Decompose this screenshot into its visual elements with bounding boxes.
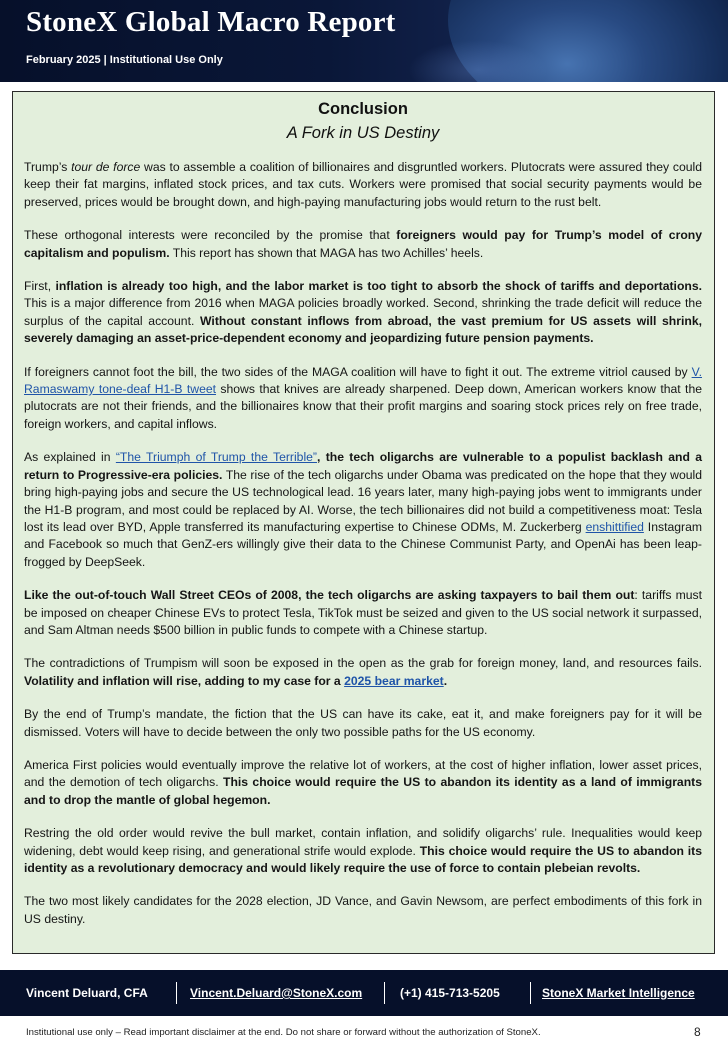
author-name: Vincent Deluard, CFA — [26, 986, 148, 1000]
text: The two most likely candidates for the 2028 election, JD Vance, and Gavin Newsom, are perfect embodiments of this fork in US destiny. — [24, 894, 702, 926]
text: Instagram and Facebook so much that GenZ-ers willingly give their data to the Chinese Communist Party, and OpenAi has been leap-frogged by DeepSeek. — [24, 519, 702, 569]
page-number: 8 — [694, 1025, 701, 1039]
paragraph-3 — [24, 278, 702, 348]
text-bold: , the tech oligarchs are vulnerable to a populist backlash and a return to Progressive-era policies. — [24, 450, 702, 482]
text: Trump’s — [24, 160, 72, 174]
text-bold: Volatility and inflation will rise, adding to my case for a — [24, 673, 345, 688]
paragraph-8 — [24, 706, 702, 741]
paragraph-7 — [24, 655, 702, 690]
text: shows that knives are already sharpened. Deep down, American workers know that the plutocrats are not their friends, and the billionaires know that their profit margins and soaring stock prices rely on free trade, foreign workers, and capital inflows. — [24, 382, 702, 431]
ramaswamy-tweet-link[interactable]: V. Ramaswamy tone-deaf H1-B tweet — [24, 364, 702, 397]
text: This is a major difference from 2016 when MAGA policies broadly worked. Second, shrinking the trade deficit will reduce the surplus of the capital account. — [24, 296, 702, 328]
text-bold: . — [443, 673, 448, 688]
text-bold: Without constant inflows from abroad, the vast premium for US assets will shrink, severely damaging an asset-price-dependent economy and jeopardizing future pension payments. — [24, 313, 702, 346]
text: America First policies would eventually improve the relative lot of workers, at the cost of higher inflation, lower asset prices, and the demotion of tech oligarchs. — [24, 757, 702, 790]
text: was to assemble a coalition of billionaires and disgruntled workers. Plutocrats were assured they could keep their fat margins, inflated stock prices, and tax cuts. Workers were promised that social security payments would be preserved, prices would be brought down, and high-paying manufacturing jobs would return to the rust belt. — [24, 160, 702, 209]
enshittified-link[interactable]: enshittified — [585, 519, 644, 534]
section-subheading: A Fork in US Destiny — [286, 124, 440, 142]
market-intelligence-link[interactable]: StoneX Market Intelligence — [542, 986, 695, 1000]
text: First, — [24, 279, 56, 294]
text-bold: This choice would require the US to abandon its identity as a revolutionary democracy and would likely require the use of force to contain plebeian revolts. — [24, 843, 702, 875]
text-bold: foreigners would pay for Trump’s model of crony capitalism and populism. — [24, 228, 702, 260]
conclusion-box — [12, 91, 715, 954]
report-title: StoneX Global Macro Report — [26, 6, 396, 38]
author-email-link[interactable]: Vincent.Deluard@StoneX.com — [190, 986, 363, 1000]
text: : tariffs must be imposed on cheaper Chinese EVs to protect Tesla, TikTok must be seized and given to the US social network it surpassed, and Sam Altman needs $500 billion in public funds to compete with a Chinese startup. — [24, 588, 703, 637]
report-header — [0, 0, 728, 82]
paragraph-1 — [24, 159, 702, 211]
text-bold: inflation is already too high, and the labor market is too tight to absorb the shock of tariffs and deportations. — [55, 279, 703, 294]
divider — [176, 982, 177, 1004]
text: The rise of the tech oligarchs under Obama was predicated on the hope that they would bring high-paying jobs and secure the US technological lead. 16 years later, many high-paying jobs went to immigrants under the H1-B program, and most could be replaced by AI. Worse, the tech billionaires did not build a competitiveness moat: Tesla lost its lead over BYD, Apple transferred its manufacturing expertise to Chinese ODMs, M. Zuckerberg — [24, 467, 702, 534]
text-italic: tour de force — [71, 160, 141, 174]
contact-footer — [0, 970, 728, 1016]
paragraph-5 — [24, 449, 702, 571]
paragraph-2 — [24, 227, 702, 262]
text: As explained in — [24, 450, 116, 465]
author-phone: (+1) 415-713-5205 — [400, 986, 500, 1000]
paragraph-11 — [24, 893, 702, 928]
bear-market-link[interactable]: 2025 bear market — [344, 673, 444, 688]
text-bold — [24, 674, 447, 688]
section-heading: Conclusion — [318, 100, 408, 118]
triumph-of-trump-link[interactable]: “The Triumph of Trump the Terrible” — [115, 450, 317, 465]
text: By the end of Trump’s mandate, the fiction that the US can have its cake, eat it, and make foreigners pay for it will be dismissed. Voters will have to decide between the only two possible paths for the US economy. — [24, 707, 702, 739]
text-bold: This choice would require the US to abandon its identity as a land of immigrants and to drop the mantle of global hegemon. — [24, 775, 702, 807]
text: These orthogonal interests were reconciled by the promise that — [24, 228, 397, 243]
text: The contradictions of Trumpism will soon be exposed in the open as the grab for foreign money, land, and resources fails. — [24, 656, 702, 671]
text: This report has shown that MAGA has two Achilles’ heels. — [169, 245, 484, 260]
text: Restring the old order would revive the bull market, contain inflation, and solidify oligarchs’ rule. Inequalities would keep widening, debt would keep rising, and generational strife would explode. — [24, 826, 702, 858]
text-bold: Like the out-of-touch Wall Street CEOs of 2008, the tech oligarchs are asking taxpayers to bail them out — [24, 588, 635, 603]
paragraph-6 — [24, 587, 702, 639]
disclaimer-text: Institutional use only – Read important disclaimer at the end. Do not share or forward without the authorization of StoneX. — [26, 1027, 541, 1038]
text: If foreigners cannot foot the bill, the two sides of the MAGA coalition will have to fight it out. The extreme vitriol caused by — [24, 364, 692, 379]
paragraph-9 — [24, 757, 702, 809]
report-subtitle: February 2025 | Institutional Use Only — [26, 54, 223, 66]
paragraph-10 — [24, 825, 702, 877]
divider — [384, 982, 385, 1004]
divider — [530, 982, 531, 1004]
paragraph-4 — [24, 364, 702, 434]
